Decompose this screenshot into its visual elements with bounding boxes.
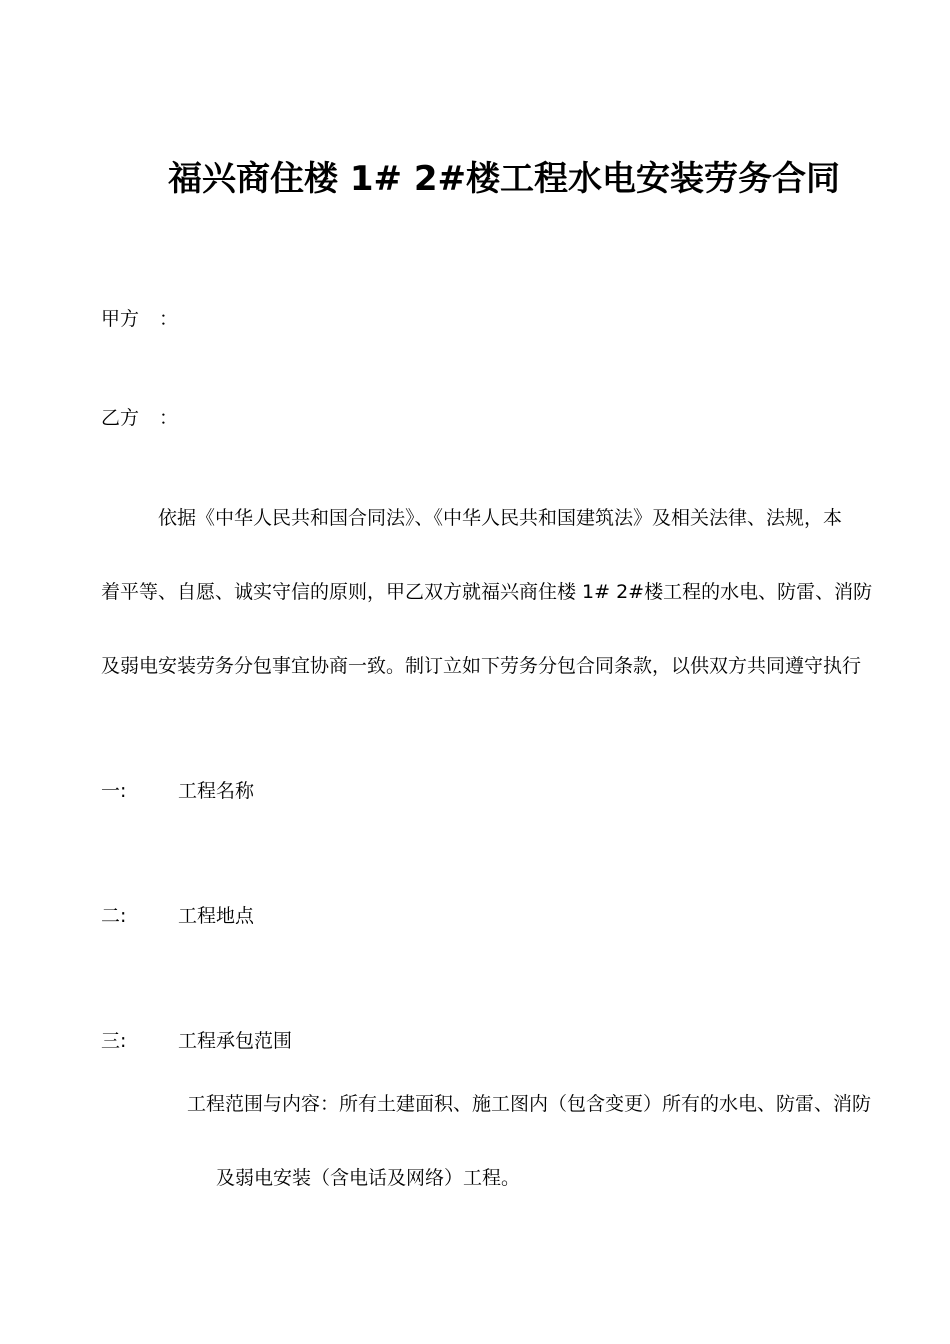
preamble-line-2: 着平等、自愿、诚实守信的原则，甲乙双方就福兴商住楼 1# 2#楼工程的水电、防雷、消防: [101, 581, 873, 603]
section-heading: 工程地点: [178, 905, 255, 927]
section-number: 二:: [101, 905, 127, 927]
party-b-line: [101, 405, 178, 431]
scope-line-2: 及弱电安装（含电话及网络）工程。: [216, 1167, 521, 1189]
party-a-colon: ：: [159, 308, 179, 330]
party-a-line: [101, 306, 178, 332]
party-b-colon: ：: [159, 407, 179, 429]
section-heading: 工程承包范围: [178, 1030, 293, 1052]
preamble-line-1: 依据《中华人民共和国合同法》、《中华人民共和国建筑法》及相关法律、法规，本: [158, 507, 843, 529]
section-3: [101, 1028, 292, 1054]
section-heading: 工程名称: [178, 780, 255, 802]
section-number: 一:: [101, 780, 127, 802]
section-2: [101, 903, 254, 929]
scope-line-1: 工程范围与内容：所有土建面积、施工图内（包含变更）所有的水电、防雷、消防: [187, 1093, 872, 1115]
preamble-line-3: 及弱电安装劳务分包事宜协商一致。制订立如下劳务分包合同条款，以供双方共同遵守执行: [101, 655, 862, 677]
document-title: 福兴商住楼 1# 2#楼工程水电安装劳务合同: [168, 159, 840, 199]
section-1: [101, 778, 254, 804]
section-number: 三:: [101, 1030, 127, 1052]
party-b-label: 乙方: [101, 407, 140, 429]
party-a-label: 甲方: [101, 308, 140, 330]
